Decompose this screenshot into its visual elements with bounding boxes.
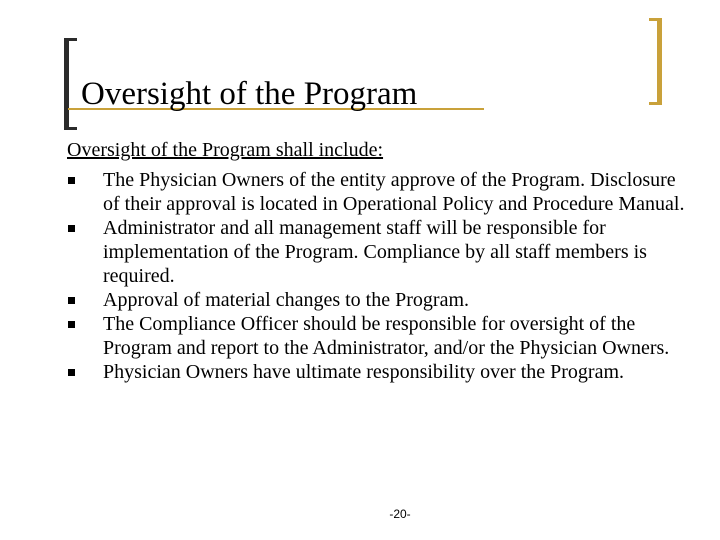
bullet-text: The Compliance Officer should be responsible for oversight of the Program and report to the Administrator, and/or the Physician Owners. (103, 313, 670, 359)
square-bullet-icon (68, 225, 75, 232)
right-bracket-decoration (649, 18, 662, 105)
slide-title: Oversight of the Program (81, 76, 418, 112)
bullet-list (67, 168, 697, 384)
square-bullet-icon (68, 177, 75, 184)
bullet-text: Physician Owners have ultimate responsibility over the Program. (103, 361, 625, 383)
list-item (67, 312, 697, 360)
list-item (67, 288, 697, 312)
section-heading: Oversight of the Program shall include: (67, 139, 384, 161)
list-item (67, 360, 697, 384)
bullet-text: Administrator and all management staff will be responsible for implementation of the Program. Compliance by all staff members is required. (103, 217, 647, 287)
square-bullet-icon (68, 321, 75, 328)
square-bullet-icon (68, 369, 75, 376)
list-item (67, 216, 697, 288)
square-bullet-icon (68, 297, 75, 304)
bullet-text: The Physician Owners of the entity approve of the Program. Disclosure of their approval is located in Operational Policy and Procedure Manual. (103, 169, 685, 215)
bullet-text: Approval of material changes to the Program. (103, 289, 469, 311)
list-item (67, 168, 697, 216)
page-number: -20- (389, 507, 411, 521)
left-bracket-decoration (64, 38, 77, 130)
